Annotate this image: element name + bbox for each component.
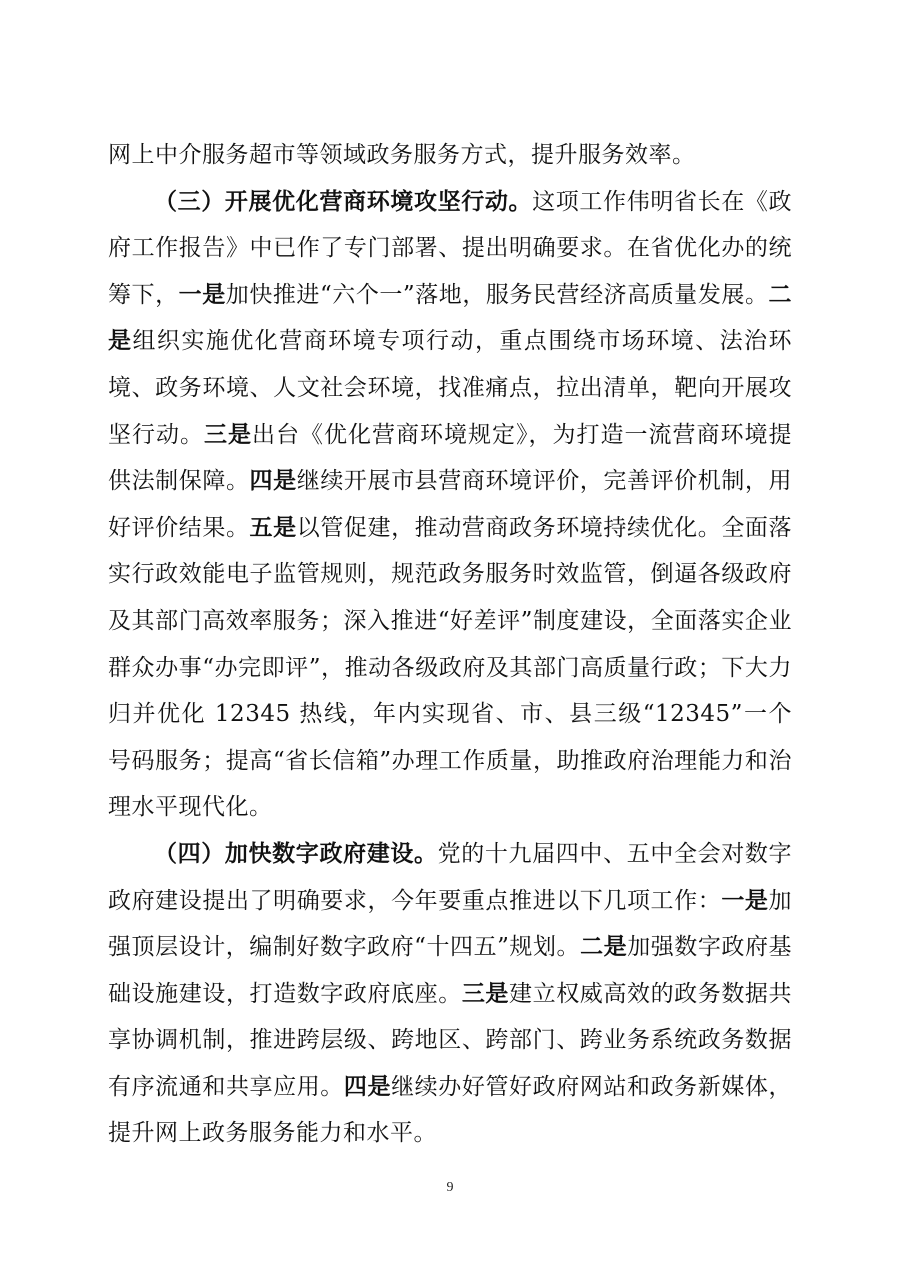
body-paragraph xyxy=(108,831,792,1157)
text-run: 出台《优化营商环境规定》，为打造一流营商环境提供法制保障。 xyxy=(108,421,792,495)
text-run: 加快推进“六个一”落地，服务民营经济高质量发展。 xyxy=(225,281,769,308)
text-run: 继续开展市县营商环境评价，完善评价机制，用好评价结果。 xyxy=(108,468,793,541)
bold-text-run: 四是 xyxy=(343,1072,392,1100)
text-run: 这项工作伟明省长在《政府工作报告》中已作了专门部署、提出明确要求。在省优化办的统筹下， xyxy=(108,188,793,308)
bold-text-run: 五是 xyxy=(249,513,297,541)
bold-text-run: 二是 xyxy=(580,933,628,961)
bold-text-run: 二是 xyxy=(108,280,792,355)
text-run: 继续办好管好政府网站和政务新媒体，提升网上政务服务能力和水平。 xyxy=(108,1073,793,1147)
bold-text-run: （四）加快数字政府建设。 xyxy=(154,839,438,867)
bold-text-run: 四是 xyxy=(249,467,297,495)
bold-text-run: 一是 xyxy=(178,280,226,308)
bold-text-run: 三是 xyxy=(461,979,510,1007)
text-run: 加强顶层设计，编制好数字政府“十四五”规划。 xyxy=(108,887,793,961)
bold-text-run: 三是 xyxy=(204,420,252,448)
document-body xyxy=(108,132,792,1157)
text-run: 以管促建，推动营商政务环境持续优化。全面落实行政效能电子监管规则，规范政务服务时效监管，倒逼各级政府及其部门高效率服务；深入推进“好差评”制度建设，全面落实企业群众办事“办完即评”，推动各级政府及其部门高质量行政；下大力归并优化 12345 热线，年内实现省、市、县三级“12345”一个号码服务；提高“省长信箱”办理工作质量，助推政府治理能力和治理水平现代化。 xyxy=(108,514,793,821)
text-run: 网上中介服务超市等领域政务服务方式，提升服务效率。 xyxy=(108,142,696,168)
body-paragraph xyxy=(108,132,792,179)
body-paragraph xyxy=(108,179,792,831)
bold-text-run: 一是 xyxy=(721,886,769,914)
text-run: 加强数字政府基础设施建设，打造数字政府底座。 xyxy=(108,934,793,1007)
page-number: 9 xyxy=(446,1180,454,1195)
text-run: 组织实施优化营商环境专项行动，重点围绕市场环境、法治环境、政务环境、人文社会环境，找准痛点，拉出清单，靶向开展攻坚行动。 xyxy=(108,328,793,448)
bold-text-run: （三）开展优化营商环境攻坚行动。 xyxy=(154,187,533,215)
text-run: 建立权威高效的政务数据共享协调机制，推进跨层级、跨地区、跨部门、跨业务系统政务数据有序流通和共享应用。 xyxy=(108,980,793,1100)
text-run: 党的十九届四中、五中全会对数字政府建设提出了明确要求，今年要重点推进以下几项工作： xyxy=(108,840,793,914)
